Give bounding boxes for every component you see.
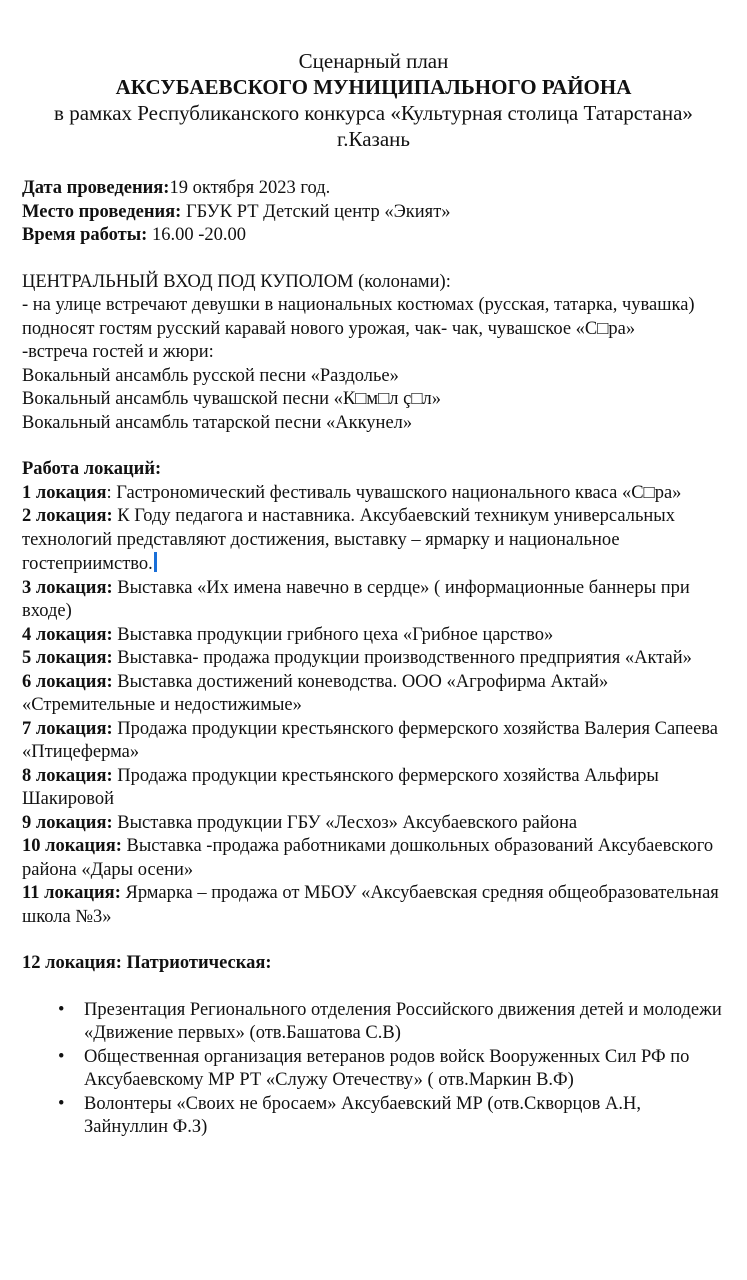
- list-item: • Волонтеры «Своих не бросаем» Аксубаевский МР (отв.Скворцов А.Н, Зайнуллин Ф.З): [84, 1093, 725, 1140]
- event-meta: [22, 177, 725, 248]
- entrance-heading: ЦЕНТРАЛЬНЫЙ ВХОД ПОД КУПОЛОМ (колонами):: [22, 271, 451, 292]
- patriotic-list: [22, 999, 725, 1140]
- text-cursor: [154, 552, 157, 572]
- list-item: • Презентация Регионального отделения Российского движения детей и молодежи «Движение первых» (отв.Башатова С.В): [84, 999, 725, 1046]
- header-contest-name: в рамках Республиканского конкурса «Культурная столица Татарстана»: [54, 101, 693, 125]
- location-item: 7 локация: Продажа продукции крестьянского фермерского хозяйства Валерия Сапеева «Птицеферма»: [22, 718, 718, 762]
- document-header: [22, 48, 725, 152]
- location-item: 9 локация: Выставка продукции ГБУ «Лесхоз» Аксубаевского района: [22, 812, 578, 833]
- location-item: 1 локация: Гастрономический фестиваль чувашского национального кваса «С□ра»: [22, 482, 682, 503]
- patriotic-heading: 12 локация: Патриотическая:: [22, 953, 272, 973]
- entrance-line: - на улице встречают девушки в национальных костюмах (русская, татарка, чувашка) подносят гостям русский каравай нового урожая, чак- чак, чувашское «С□ра»: [22, 295, 695, 339]
- meta-time: Время работы: 16.00 -20.00: [22, 225, 246, 245]
- location-item: 4 локация: Выставка продукции грибного цеха «Грибное царство»: [22, 624, 554, 645]
- header-district-name: АКСУБАЕВСКОГО МУНИЦИПАЛЬНОГО РАЙОНА: [115, 75, 632, 99]
- meta-date: Дата проведения:19 октября 2023 год.: [22, 178, 331, 198]
- entrance-line: Вокальный ансамбль татарской песни «Аккунел»: [22, 412, 413, 433]
- entrance-line: Вокальный ансамбль русской песни «Раздолье»: [22, 365, 399, 386]
- central-entrance-section: [22, 271, 725, 436]
- patriotic-location-section: [22, 952, 725, 1140]
- entrance-line: -встреча гостей и жюри:: [22, 342, 214, 362]
- location-item: 5 локация: Выставка- продажа продукции производственного предприятия «Актай»: [22, 648, 692, 668]
- locations-section: [22, 458, 725, 929]
- location-item: 10 локация: Выставка -продажа работниками дошкольных образований Аксубаевского района «Дары осени»: [22, 836, 714, 880]
- list-item: • Общественная организация ветеранов родов войск Вооруженных Сил РФ по Аксубаевскому МР РТ «Служу Отечеству» ( отв.Маркин В.Ф): [84, 1046, 725, 1093]
- location-item: 3 локация: Выставка «Их имена навечно в сердце» ( информационные баннеры при входе): [22, 577, 690, 621]
- location-item: 11 локация: Ярмарка – продажа от МБОУ «Аксубаевская средняя общеобразовательная школа №3»: [22, 883, 719, 927]
- header-city: г.Казань: [337, 127, 410, 151]
- meta-place: Место проведения: ГБУК РТ Детский центр «Экият»: [22, 201, 451, 222]
- entrance-line: Вокальный ансамбль чувашской песни «К□м□л ç□л»: [22, 389, 442, 409]
- locations-heading: Работа локаций:: [22, 459, 162, 479]
- header-plan-title: Сценарный план: [298, 49, 449, 73]
- location-item: 6 локация: Выставка достижений коневодства. ООО «Агрофирма Актай» «Стремительные и недостижимые»: [22, 671, 609, 715]
- location-item: 8 локация: Продажа продукции крестьянского фермерского хозяйства Альфиры Шакировой: [22, 765, 659, 809]
- location-item: 2 локация: К Году педагога и наставника. Аксубаевский техникум универсальных технологий представляют достижения, выставку – ярмарку и национальное гостеприимство.: [22, 506, 675, 574]
